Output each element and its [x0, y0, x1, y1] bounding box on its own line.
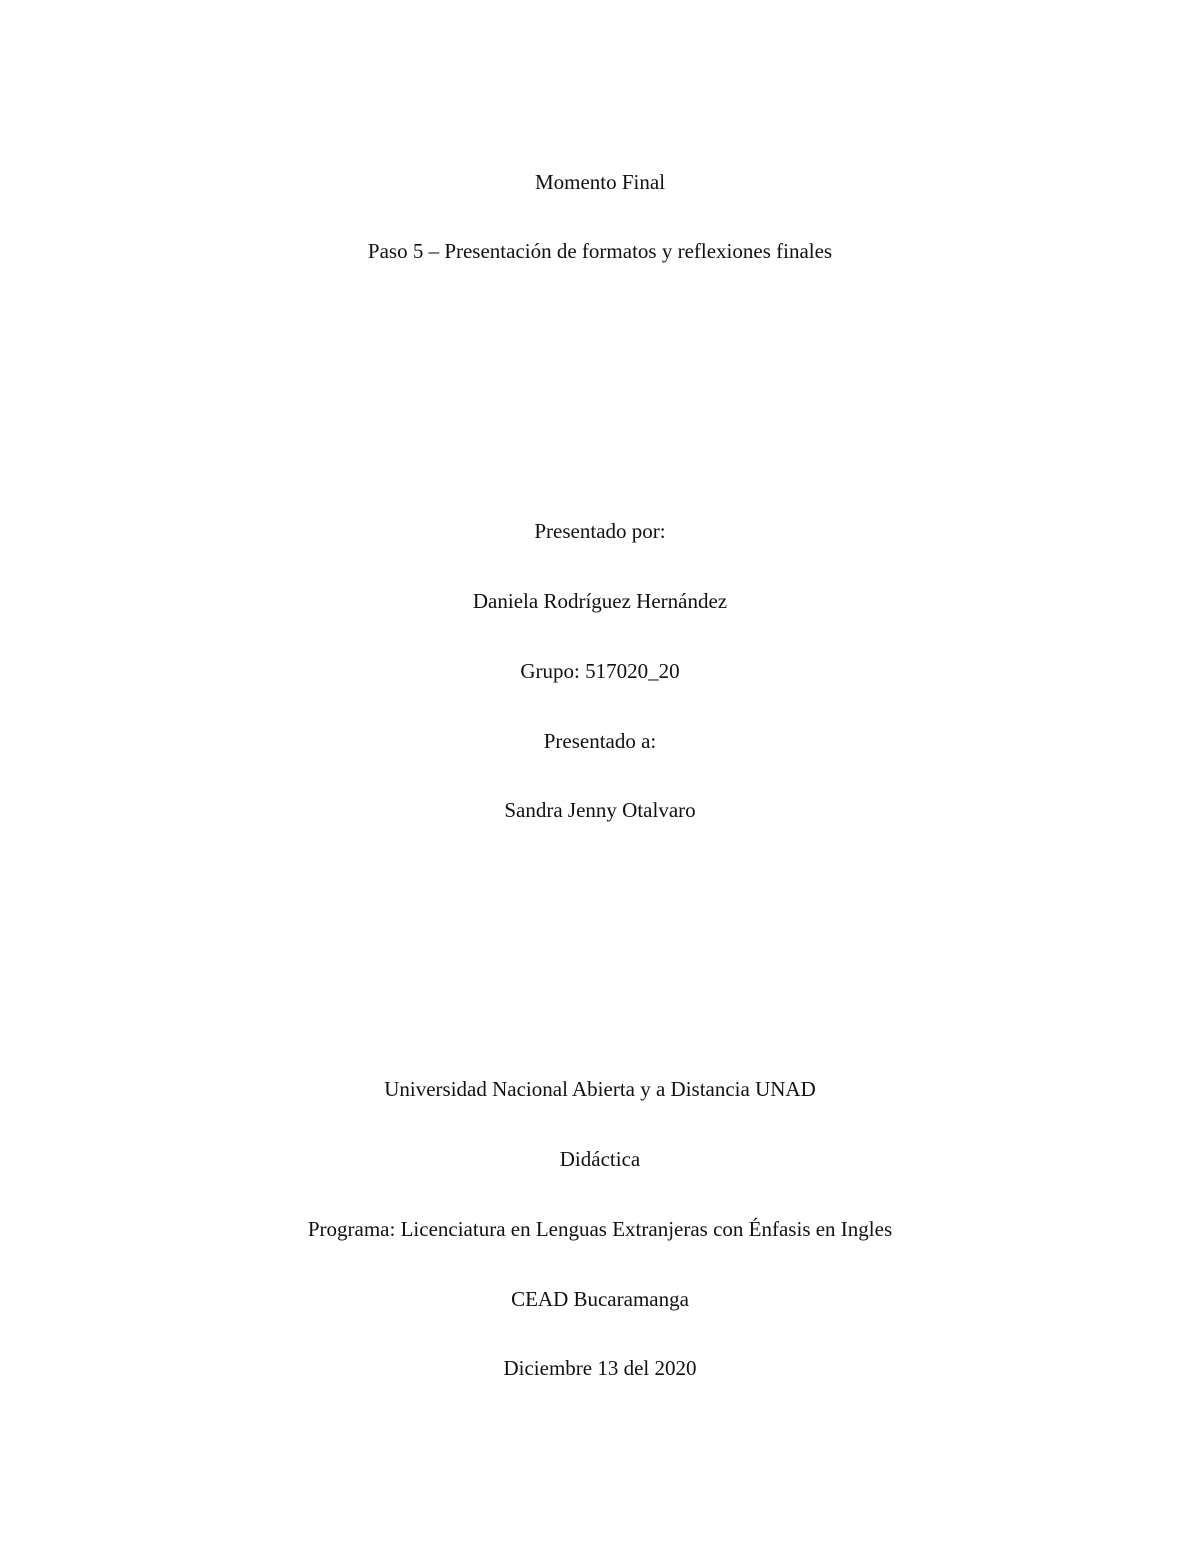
university-name: Universidad Nacional Abierta y a Distancia UNAD [384, 1077, 816, 1101]
center-name: CEAD Bucaramanga [511, 1287, 689, 1311]
document-date: Diciembre 13 del 2020 [503, 1356, 697, 1380]
presented-by-label: Presentado por: [534, 519, 666, 543]
document-subtitle: Paso 5 – Presentación de formatos y reflexiones finales [367, 239, 833, 263]
instructor-name: Sandra Jenny Otalvaro [504, 798, 696, 822]
group-number: Grupo: 517020_20 [520, 659, 680, 683]
author-name: Daniela Rodríguez Hernández [472, 589, 728, 613]
course-name: Didáctica [559, 1147, 641, 1171]
presented-to-label: Presentado a: [543, 729, 657, 753]
program-name: Programa: Licenciatura en Lenguas Extranjeras con Énfasis en Ingles [307, 1217, 893, 1241]
document-title: Momento Final [534, 170, 666, 194]
